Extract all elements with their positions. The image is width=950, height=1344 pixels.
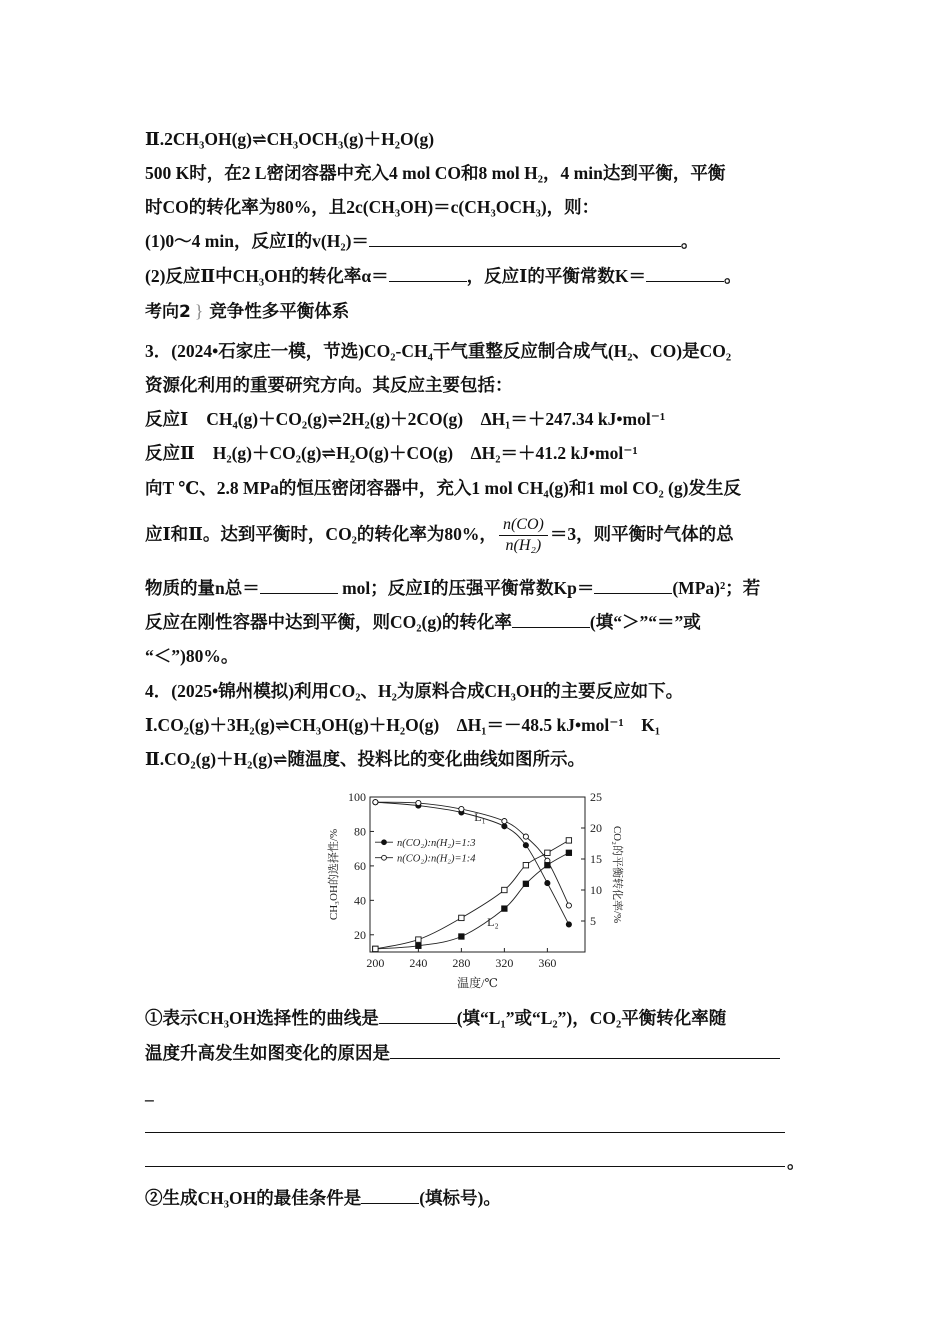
methanol-chart (320, 785, 640, 995)
data-point (459, 806, 464, 811)
y-right-tick-label: 25 (590, 790, 602, 804)
y-right-tick-label: 20 (590, 821, 602, 835)
data-point (566, 922, 571, 927)
data-point (545, 881, 550, 886)
problem4-reaction-2: Ⅱ.CO₂(g)＋H₂(g)⇌随温度、投料比的变化曲线如图所示。 (145, 749, 585, 769)
question-1: (1)0～4 min，反应Ⅰ的v(H₂)＝ 。 (145, 231, 699, 251)
data-point (459, 934, 464, 939)
data-point (416, 943, 421, 948)
period-mark: 。 (787, 1152, 805, 1172)
problem3-reaction-1: 反应Ⅰ CH₄(g)＋CO₂(g)⇌2H₂(g)＋2CO(g) ΔH₁＝＋247.34 kJ•mol⁻¹ (145, 409, 666, 429)
problem-500k-line-2: 时CO的转化率为80%，且2c(CH₃OH)＝c(CH₃OCH₃)，则： (145, 197, 600, 217)
kaoxiang-label: 考向2 (145, 302, 191, 322)
legend-marker (382, 855, 387, 860)
problem3-line-1: 3．(2024•石家庄一模，节选)CO₂-CH₄干气重整反应制合成气(H₂、CO)是CO₂ (145, 341, 732, 361)
question-4-2: ②生成CH₃OH的最佳条件是 (填标号)。 (145, 1188, 501, 1208)
data-point (502, 906, 507, 911)
problem3-line-6: 应Ⅰ和Ⅱ。达到平衡时，CO₂的转化率为80%， $\frac{n(CO)}{\text{n(H₂)}}$ ＝3，则平衡时气体的总 (145, 516, 734, 555)
kaoxiang-title: 竞争性多平衡体系 (209, 301, 350, 321)
question-4-1-line-2: 温度升高发生如图变化的原因是 (145, 1041, 780, 1065)
answer-blank-3c[interactable] (512, 611, 590, 628)
answer-blank-2a[interactable] (389, 265, 467, 282)
answer-blank-4b[interactable] (390, 1042, 780, 1059)
answer-blank-3b[interactable] (594, 577, 672, 594)
problem4-line-1: 4．(2025•锦州模拟)利用CO₂、H₂为原料合成CH₃OH的主要反应如下。 (145, 681, 684, 701)
curve-label-L1: L₁ (474, 810, 486, 825)
legend-marker (382, 840, 387, 845)
problem3-line-7: 物质的量n总＝ mol；反应Ⅰ的压强平衡常数Kp＝ (MPa)²；若 (145, 578, 761, 598)
y-right-tick-label: 15 (590, 852, 602, 866)
data-point (523, 863, 528, 868)
y-left-axis-label: CH₃OH的选择性/% (328, 828, 340, 921)
data-point (566, 838, 571, 843)
data-point (502, 887, 507, 892)
reaction-II-line: Ⅱ.2CH₃OH(g)⇌CH₃OCH₃(g)＋H₂O(g) (145, 129, 435, 149)
data-point (416, 800, 421, 805)
answer-line-4d[interactable] (145, 1166, 785, 1167)
curve-label-L2: L₂ (487, 915, 499, 930)
data-point (523, 881, 528, 886)
answer-blank-2b[interactable] (646, 265, 724, 282)
data-point (459, 915, 464, 920)
y-left-tick-label: 40 (354, 893, 366, 908)
data-point (566, 903, 571, 908)
data-point (502, 819, 507, 824)
answer-blank-4e[interactable] (361, 1187, 419, 1204)
x-axis-label: 温度/℃ (457, 976, 498, 990)
data-point (545, 863, 550, 868)
problem3-line-2: 资源化利用的重要研究方向。其反应主要包括： (145, 375, 513, 395)
problem4-reaction-1: Ⅰ.CO₂(g)＋3H₂(g)⇌CH₃OH(g)＋H₂O(g) ΔH₁＝－48.5 kJ•mol⁻¹ K₁ (145, 715, 661, 735)
kaoxiang-heading (145, 299, 349, 324)
y-left-tick-label: 100 (348, 790, 366, 804)
x-tick-label: 200 (366, 956, 385, 970)
data-point (502, 824, 507, 829)
y-right-axis-label: CO₂的平衡转化率/% (611, 825, 623, 924)
data-point (373, 946, 378, 951)
legend-entry-2: n(CO₂):n(H₂)=1:4 (397, 853, 476, 865)
problem3-line-5: 向T ℃、2.8 MPa的恒压密闭容器中，充入1 mol CH₄(g)和1 mol CO₂ (g)发生反 (145, 478, 741, 498)
y-right-tick-label: 10 (590, 883, 602, 897)
question-4-1-line-1: ①表示CH₃OH选择性的曲线是 (填“L₁”或“L₂”)，CO₂平衡转化率随 (145, 1008, 727, 1028)
x-tick-label: 360 (538, 956, 557, 970)
x-tick-label: 320 (495, 956, 514, 970)
series-line-2 (375, 853, 569, 949)
data-point (416, 937, 421, 942)
answer-blank-1[interactable] (369, 230, 681, 247)
data-point (373, 800, 378, 805)
problem-500k-line-1: 500 K时，在2 L密闭容器中充入4 mol CO和8 mol H₂，4 min达到平衡，平衡 (145, 163, 726, 183)
y-left-tick-label: 20 (354, 927, 366, 942)
data-point (545, 850, 550, 855)
y-left-tick-label: 60 (354, 858, 366, 873)
legend-entry-1: n(CO₂):n(H₂)=1:3 (397, 838, 476, 850)
x-tick-label: 240 (409, 956, 428, 970)
ratio-fraction: $\frac{n(CO)}{\text{n(H₂)}}$ (499, 515, 548, 556)
data-point (566, 850, 571, 855)
problem3-line-9: “＜”)80%。 (145, 646, 239, 666)
continuation-dash: _ (145, 1083, 154, 1103)
data-point (523, 834, 528, 839)
brace-icon: } (194, 301, 204, 321)
question-2: (2)反应Ⅱ中CH₃OH的转化率α＝ ，反应Ⅰ的平衡常数K＝ 。 (145, 266, 742, 286)
y-right-tick-label: 5 (590, 914, 596, 928)
data-point (523, 843, 528, 848)
problem3-line-8: 反应在刚性容器中达到平衡，则CO₂(g)的转化率 (填“＞”“＝”或 (145, 612, 701, 632)
x-tick-label: 280 (452, 956, 471, 970)
answer-line-4c[interactable] (145, 1132, 785, 1133)
answer-blank-3a[interactable] (260, 577, 338, 594)
problem3-reaction-2: 反应Ⅱ H₂(g)＋CO₂(g)⇌H₂O(g)＋CO(g) ΔH₂＝＋41.2 kJ•mol⁻¹ (145, 443, 638, 463)
y-left-tick-label: 80 (354, 824, 366, 839)
answer-blank-4a[interactable] (379, 1007, 457, 1024)
